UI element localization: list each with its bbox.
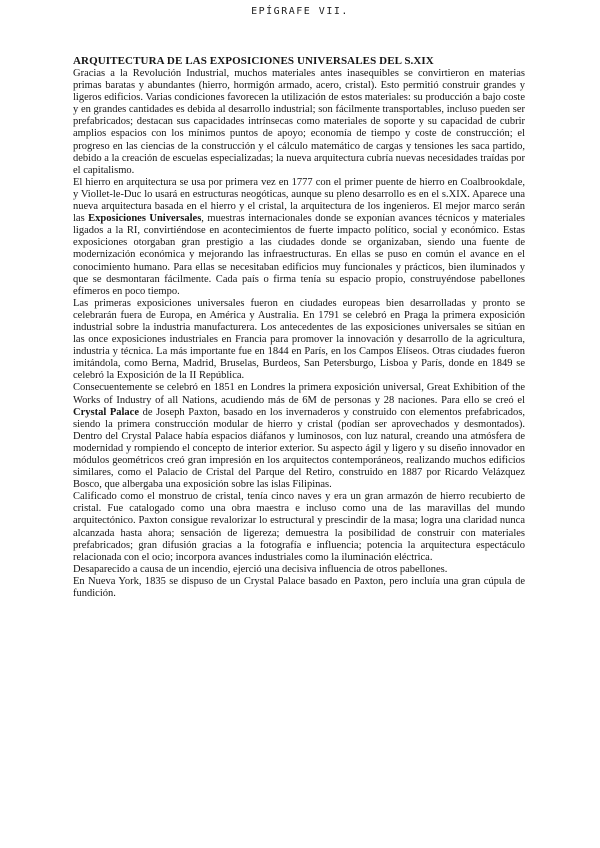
paragraph-first-exhibitions: Las primeras exposiciones universales fueron en ciudades europeas bien desarrolladas y pronto se celebrarán fuera de Europa, en América y Australia. En 1791 se celebró en Praga la primera exposición industrial sobre la industria manufacturera. Los antecedentes de las exposiciones universales se sitúan en las once exposiciones industriales en Francia para promover la innovación y desarrollo de la agricultura, industria y técnica. La más importante fue en 1844 en París, en los Campos Elíseos. Otras ciudades fueron imitándola, como Berna, Madrid, Bruselas, Burdeos, San Petersburgo, Lisboa y París, donde en 1849 se celebró la Exposición de la II República. [73, 297, 525, 382]
bold-term-crystal-palace: Crystal Palace [73, 406, 139, 418]
paragraph-text: de Joseph Paxton, basado en los invernaderos y construido con elementos prefabricados, siendo la primera construcción modular de hierro y cristal (podían ser aprovechados y desmontados). Dentro del Crystal Palace había espacios diáfanos y luminosos, con luz natural, creando una atmósfera de modernidad y rompiendo el concepto de interior exterior. Su aspecto ágil y ligero y su diseño innovador en módulos geométricos creó gran impresión en los arquitectos contemporáneos, realizando muchos edificios similares, como el Palacio de Cristal del Parque del Retiro, construido en 1887 por Ricardo Velázquez Bosco, que albergaba una exposición sobre las islas Filipinas. [73, 406, 525, 491]
document-body [73, 55, 525, 600]
paragraph-text: , muestras internacionales donde se exponían avances técnicos y materiales ligados a la RI, convirtiéndose en acontecimientos de fuerte impacto político, social y económico. Estas exposiciones otorgaban gran prestigio a las ciudades donde se organizaban, siendo una fuente de modernización económica y mejorando las infraestructuras. En ellas se puso en común el avance en el conocimiento humano. Para ellas se necesitaban edificios muy funcionales y prácticos, bien iluminados y que se desmontaran fácilmente. Cada país o firma tenía su espacio propio, construyéndose pabellones efímeros en poco tiempo. [73, 213, 526, 297]
paragraph-iron-architecture [73, 177, 525, 298]
page-header: EPÍGRAFE VII. [251, 6, 349, 17]
paragraph-fire: Desaparecido a causa de un incendio, ejerció una decisiva influencia de otros pabellones. [73, 563, 448, 575]
bold-term-exposiciones: Exposiciones Universales [88, 213, 202, 225]
paragraph-materials: Gracias a la Revolución Industrial, muchos materiales antes inasequibles se convirtieron en materias primas baratas y abundantes (hierro, hormigón armado, acero, cristal). Esto permitió construir grandes y ligeros edificios. Varias condiciones favorecen la utilización de estos materiales: su producción a bajo coste y en grandes cantidades es debida al desarrollo industrial; son fácilmente transportables, incluso pueden ser prefabricados; destacan sus capacidades intrínsecas como materiales de soporte y su capacidad de cubrir amplios espacios con los mínimos puntos de apoyo; economía de tiempo y coste de construcción; el progreso en las ciencias de la construcción y el cálculo matemático de cargas y tensiones les saca partido, debido a la creación de escuelas especializadas; la nueva arquitectura cubría nuevas necesidades traídas por el capitalismo. [73, 68, 525, 176]
paragraph-text: El hierro en arquitectura se usa por primera vez en 1777 con el primer puente de hierro en Coalbrookdale, y Viollet-le-Duc lo usará en estructuras neogóticas, aunque su pleno desarrollo es en el s.XIX. Aparece una nueva arquitectura basada en el hierro y el cristal, la arquitectura de los ingenieros. El mejor marco serán las [73, 176, 525, 225]
section-title: ARQUITECTURA DE LAS EXPOSICIONES UNIVERSALES DEL S.XIX [73, 55, 434, 67]
paragraph-text: Consecuentemente se celebró en 1851 en Londres la primera exposición universal, Great Exhibition of the Works of Industry of all Nations, acudiendo más de 6M de personas y 28 naciones. Para ello se creó el [73, 382, 525, 406]
paragraph-crystal-palace [73, 382, 525, 491]
paragraph-monster-of-glass: Calificado como el monstruo de cristal, tenía cinco naves y era un gran armazón de hierro recubierto de cristal. Fue catalogado como una obra maestra e incluso como una de las maravillas del mundo arquitectónico. Paxton consigue revalorizar lo estructural y prescindir de la masa; logra una claridad nunca alcanzada hasta ahora; sensación de ligereza; demuestra la posibilidad de construir con materiales prefabricados; gran difusión gracias a la fotografía e influencia; potencia la arquitectura espectáculo relacionada con el ocio; incorpora avances industriales como la iluminación eléctrica. [73, 491, 525, 563]
paragraph-new-york: En Nueva York, 1835 se dispuso de un Crystal Palace basado en Paxton, pero incluía una gran cúpula de fundición. [73, 575, 525, 600]
